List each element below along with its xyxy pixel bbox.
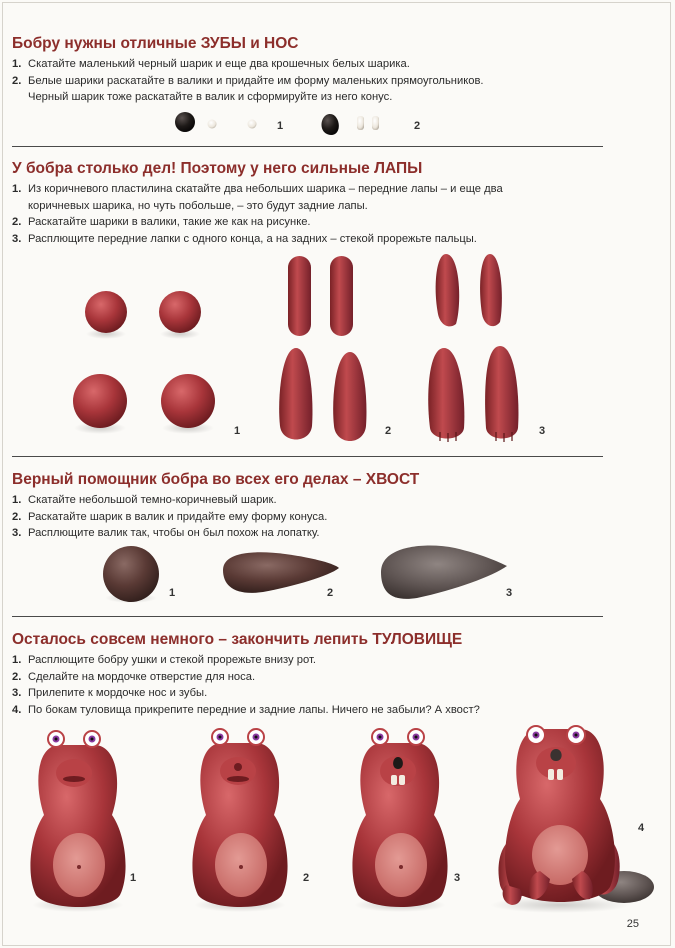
step-item: 1. Скатайте маленький черный шарик и еще два крошечных белых шарика. [12, 58, 410, 70]
black-cone [321, 114, 338, 135]
tail-cone [223, 552, 339, 593]
tail-ball [103, 546, 159, 602]
hind-paw-roll [279, 348, 312, 440]
tail-illustration [95, 540, 525, 610]
beaver-stage-3 [352, 729, 447, 912]
section-title: Бобру нужны отличные ЗУБЫ и НОС [12, 35, 299, 52]
step-item: 3. Расплющите передние лапки с одного конца, а на задних – стекой прорежьте пальцы. [12, 232, 477, 245]
front-paw-roll [288, 256, 311, 336]
step-item: 2. Белые шарики раскатайте в валики и придайте им форму маленьких прямоугольников. [12, 74, 484, 87]
section-paws [12, 160, 610, 247]
figure-number: 1 [277, 120, 284, 132]
figure-number: 1 [130, 872, 137, 884]
front-paw-roll [330, 256, 353, 336]
figure-number: 2 [303, 872, 310, 884]
step-item: 3. Расплющите валик так, чтобы он был похож на лопатку. [12, 527, 320, 539]
steps-list [12, 56, 610, 106]
steps-list [12, 652, 610, 718]
beaver-stage-2 [192, 729, 287, 912]
figure-number: 2 [385, 425, 392, 437]
figure-number: 2 [327, 587, 334, 599]
small-ball [85, 291, 127, 333]
section-title: Верный помощник бобра во всех его делах – ХВОСТ [12, 471, 420, 488]
hind-paw-toes [428, 348, 464, 439]
figure-number: 3 [539, 425, 546, 437]
step-item: Черный шарик тоже раскатайте в валик и сформируйте из него конус. [28, 91, 393, 103]
beaver-stage-1 [30, 731, 125, 912]
beaver-stage-4 [490, 726, 654, 913]
small-ball [159, 291, 201, 333]
step-item: 2. Раскатайте шарик в валик и придайте ему форму конуса. [12, 510, 328, 523]
section-tail [12, 471, 610, 542]
beaver-body-illustration [0, 715, 675, 915]
step-item: 1. Из коричневого пластилина скатайте два небольших шарика – передние лапы – и еще два [12, 183, 503, 195]
figure-number: 3 [454, 872, 461, 884]
step-item: 2. Раскатайте шарики в валики, такие же как на рисунке. [12, 216, 311, 228]
large-ball [161, 374, 215, 428]
section-divider [12, 146, 603, 147]
teeth-nose-illustration [160, 104, 450, 142]
figure-number: 1 [234, 425, 241, 437]
flat-front-paw [436, 254, 460, 326]
black-ball [175, 112, 195, 132]
section-divider [12, 456, 603, 457]
white-tooth [357, 116, 364, 130]
hind-paw-toes [485, 346, 518, 439]
tail-flat [381, 546, 507, 599]
figure-number: 1 [169, 587, 176, 599]
section-teeth-nose [12, 35, 610, 106]
step-item: коричневых шарика, но чуть побольше, – это будут задние лапы. [28, 199, 368, 212]
steps-list [12, 492, 610, 542]
white-ball [248, 120, 257, 129]
step-item: 4. По бокам туловища прикрепите передние и задние лапы. Ничего не забыли? А хвост? [12, 703, 480, 716]
step-item: 3. Прилепите к мордочке нос и зубы. [12, 687, 208, 699]
large-ball [73, 374, 127, 428]
section-title: Осталось совсем немного – закончить лепить ТУЛОВИЩЕ [12, 631, 463, 648]
section-title: У бобра столько дел! Поэтому у него сильные ЛАПЫ [12, 160, 423, 177]
white-ball [208, 120, 217, 129]
section-divider [12, 616, 603, 617]
step-item: 1. Расплющите бобру ушки и стекой прорежьте внизу рот. [12, 654, 316, 666]
section-body [12, 631, 610, 718]
figure-number: 3 [506, 587, 513, 599]
steps-list [12, 181, 610, 247]
figure-number: 4 [638, 822, 645, 834]
flat-front-paw [480, 254, 502, 326]
step-item: 1. Скатайте небольшой темно-коричневый шарик. [12, 494, 277, 506]
figure-number: 2 [414, 120, 421, 132]
page-number: 25 [626, 918, 639, 930]
white-tooth [372, 116, 379, 130]
paws-illustration [60, 248, 540, 448]
hind-paw-roll [333, 352, 366, 441]
step-item: 2. Сделайте на мордочке отверстие для носа. [12, 670, 256, 683]
